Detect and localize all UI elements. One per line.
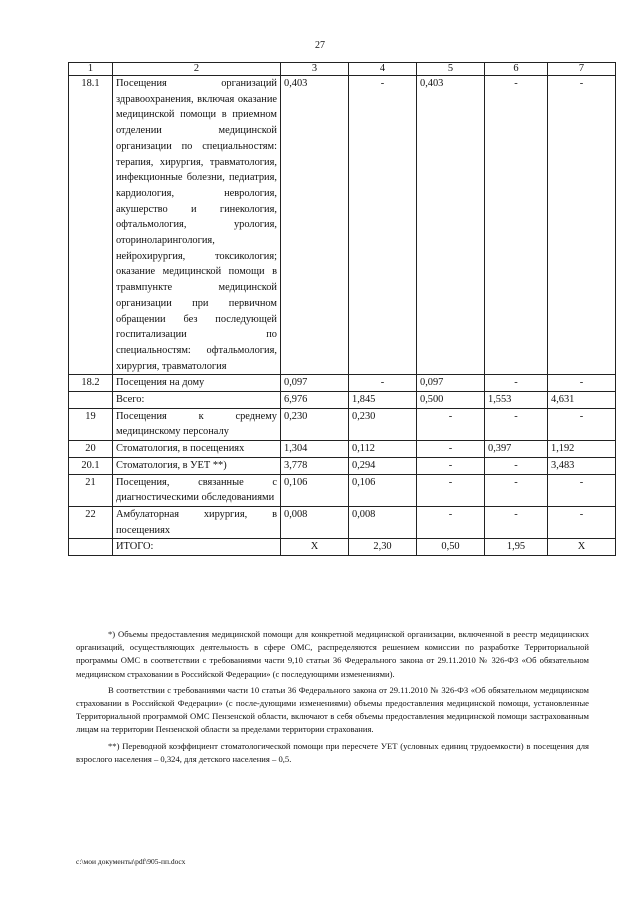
- column-header: 2: [113, 63, 281, 76]
- row-name: Посещения организаций здравоохранения, включая оказание медицинской помощи в приемном отделении медицинской организации по специальностям: терапия, хирургия, травматология, инфекционные болезни, педиатрия, кардиология, неврология, акушерство и гинекология, офтальмология, урология, оториноларингология, нейрохирургия, токсикология; оказание медицинской помощи в травмпункте медицинской организации при первичном обращении без последующей госпитализации по специальностям: офтальмология, хирургия, травматология: [113, 76, 281, 375]
- value-col7: -: [548, 408, 616, 440]
- row-name: Всего:: [113, 392, 281, 409]
- table-header-row: [69, 63, 616, 76]
- row-number: 20.1: [69, 457, 113, 474]
- row-number: 20: [69, 441, 113, 458]
- value-col3: 0,106: [281, 474, 349, 506]
- value-col5: 0,50: [417, 539, 485, 556]
- row-number: 19: [69, 408, 113, 440]
- value-col3: 6,976: [281, 392, 349, 409]
- column-header: 6: [485, 63, 548, 76]
- footnote-law-reference: В соответствии с требованиями части 10 статьи 36 Федерального закона от 29.11.2010 № 326-ФЗ «Об обязательном медицинском страховании в Российской Федерации» (с после-дующими изменениями) объемы предоставления медицинской помощи, установленные Территориальной программой ОМС Пензенской области, включают в себя объемы предоставления медицинской помощи застрахованным лицам на территории Пензенской области за пределами территории страхования.: [76, 684, 589, 735]
- value-col7: -: [548, 474, 616, 506]
- value-col5: -: [417, 457, 485, 474]
- value-col7: -: [548, 76, 616, 375]
- row-number: 22: [69, 506, 113, 538]
- value-col5: 0,403: [417, 76, 485, 375]
- column-header: 3: [281, 63, 349, 76]
- value-col4: 0,294: [349, 457, 417, 474]
- table-total-row: [69, 539, 616, 556]
- table-row: [69, 474, 616, 506]
- value-col6: -: [485, 76, 548, 375]
- value-col3: 1,304: [281, 441, 349, 458]
- value-col4: -: [349, 76, 417, 375]
- column-header: 5: [417, 63, 485, 76]
- value-col6: -: [485, 474, 548, 506]
- row-name: ИТОГО:: [113, 539, 281, 556]
- value-col4: -: [349, 375, 417, 392]
- row-name: Посещения к среднему медицинскому персоналу: [113, 408, 281, 440]
- value-col7: -: [548, 375, 616, 392]
- value-col7: 1,192: [548, 441, 616, 458]
- row-number: 18.1: [69, 76, 113, 375]
- value-col4: 0,106: [349, 474, 417, 506]
- value-col6: 0,397: [485, 441, 548, 458]
- column-header: 4: [349, 63, 417, 76]
- value-col5: -: [417, 474, 485, 506]
- file-path: c:\мои документы\pdf\905-пп.docx: [76, 857, 186, 866]
- value-col5: -: [417, 441, 485, 458]
- table-row: [69, 408, 616, 440]
- footnotes: [76, 628, 589, 769]
- footnote-volumes: *) Объемы предоставления медицинской помощи для конкретной медицинской организации, включенной в реестр медицинских организаций, осуществляющих деятельность в сфере ОМС, распределяются решением комиссии по разработке Территориальной программы ОМС в соответствии с требованиями части 9,10 статьи 36 Федерального закона от 29.11.2010 № 326-ФЗ «Об обязательном медицинском страховании в Российской Федерации» (с последующими изменениями).: [76, 629, 589, 679]
- table-row: [69, 375, 616, 392]
- value-col5: 0,500: [417, 392, 485, 409]
- page-number: 27: [315, 40, 325, 51]
- row-name: Стоматология, в УЕТ **): [113, 457, 281, 474]
- row-name: Посещения на дому: [113, 375, 281, 392]
- row-number: 21: [69, 474, 113, 506]
- column-header: 1: [69, 63, 113, 76]
- footnote-conversion-coefficient: **) Переводной коэффициент стоматологической помощи при пересчете УЕТ (условных единиц трудоемкости) в посещения для взрослого населения – 0,324, для детского населения – 0,5.: [76, 740, 589, 764]
- value-col3: 0,403: [281, 76, 349, 375]
- value-col3: Х: [281, 539, 349, 556]
- table-row: [69, 506, 616, 538]
- table-row: [69, 441, 616, 458]
- value-col7: -: [548, 506, 616, 538]
- value-col4: 1,845: [349, 392, 417, 409]
- value-col4: 2,30: [349, 539, 417, 556]
- row-number: 18.2: [69, 375, 113, 392]
- value-col6: -: [485, 506, 548, 538]
- row-name: Амбулаторная хирургия, в посещениях: [113, 506, 281, 538]
- value-col4: 0,112: [349, 441, 417, 458]
- value-col5: -: [417, 408, 485, 440]
- row-number: [69, 539, 113, 556]
- value-col6: 1,95: [485, 539, 548, 556]
- value-col7: Х: [548, 539, 616, 556]
- table-row: [69, 392, 616, 409]
- table-row: [69, 457, 616, 474]
- value-col6: 1,553: [485, 392, 548, 409]
- value-col6: -: [485, 408, 548, 440]
- row-number: [69, 392, 113, 409]
- value-col4: 0,230: [349, 408, 417, 440]
- value-col3: 0,097: [281, 375, 349, 392]
- table-row: [69, 76, 616, 375]
- row-name: Посещения, связанные с диагностическими обследованиями: [113, 474, 281, 506]
- value-col3: 0,230: [281, 408, 349, 440]
- value-col3: 0,008: [281, 506, 349, 538]
- value-col5: 0,097: [417, 375, 485, 392]
- value-col3: 3,778: [281, 457, 349, 474]
- value-col7: 3,483: [548, 457, 616, 474]
- value-col6: -: [485, 457, 548, 474]
- column-header: 7: [548, 63, 616, 76]
- value-col6: -: [485, 375, 548, 392]
- value-col4: 0,008: [349, 506, 417, 538]
- value-col7: 4,631: [548, 392, 616, 409]
- row-name: Стоматология, в посещениях: [113, 441, 281, 458]
- volumes-table: [68, 62, 616, 556]
- value-col5: -: [417, 506, 485, 538]
